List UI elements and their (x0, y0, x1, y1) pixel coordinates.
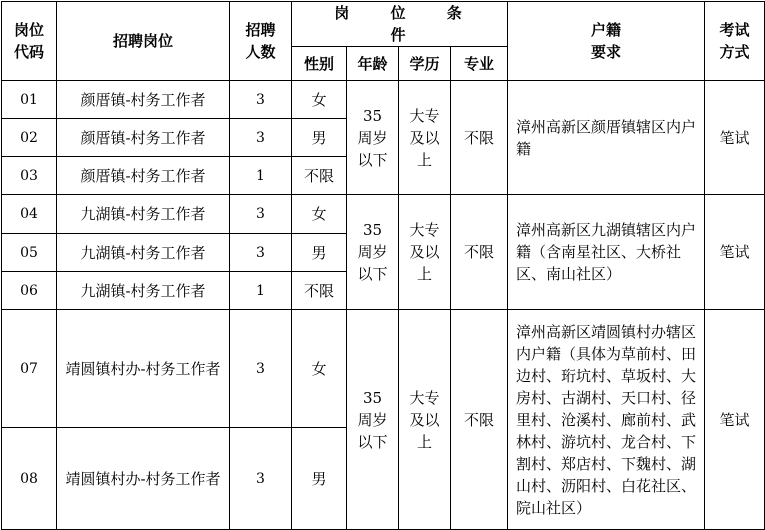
row-gender: 男 (292, 119, 347, 157)
row-gender: 男 (292, 234, 347, 272)
header-gender: 性别 (292, 47, 347, 81)
row-code: 04 (2, 195, 57, 234)
row-code: 06 (2, 272, 57, 310)
row-count: 3 (230, 81, 292, 119)
header-position: 招聘岗位 (57, 2, 230, 81)
group-hukou: 漳州高新区颜厝镇辖区内户籍 (508, 81, 705, 195)
row-gender: 男 (292, 428, 347, 530)
header-exam: 考试 方式 (705, 2, 765, 81)
header-count: 招聘 人数 (230, 2, 292, 81)
header-code: 岗位 代码 (2, 2, 57, 81)
row-count: 3 (230, 195, 292, 234)
group-education: 大专 及以 上 (399, 81, 451, 195)
header-major: 专业 (451, 47, 508, 81)
row-gender: 女 (292, 195, 347, 234)
row-position: 靖圆镇村办-村务工作者 (57, 428, 230, 530)
table-row (2, 81, 765, 119)
header-row-1 (2, 2, 765, 47)
row-count: 1 (230, 157, 292, 195)
row-count: 1 (230, 272, 292, 310)
row-code: 05 (2, 234, 57, 272)
group-education: 大专 及以 上 (399, 310, 451, 530)
header-hukou: 户籍 要求 (508, 2, 705, 81)
row-position: 九湖镇-村务工作者 (57, 195, 230, 234)
group-age: 35 周岁 以下 (347, 195, 399, 310)
header-education: 学历 (399, 47, 451, 81)
group-education: 大专 及以 上 (399, 195, 451, 310)
group-age: 35 周岁 以下 (347, 310, 399, 530)
row-code: 08 (2, 428, 57, 530)
row-count: 3 (230, 428, 292, 530)
group-hukou: 漳州高新区靖圆镇村办辖区内户籍（具体为草前村、田边村、珩坑村、草坂村、大房村、古湖村、天口村、径里村、沧溪村、廊前村、武林村、游坑村、龙合村、下割村、郑店村、下魏村、湖山村、沥阳村、白花社区、院山社区） (508, 310, 705, 530)
row-position: 颜厝镇-村务工作者 (57, 81, 230, 119)
group-major: 不限 (451, 310, 508, 530)
row-position: 颜厝镇-村务工作者 (57, 119, 230, 157)
group-age: 35 周岁 以下 (347, 81, 399, 195)
group-exam: 笔试 (705, 195, 765, 310)
row-gender: 不限 (292, 272, 347, 310)
group-major: 不限 (451, 81, 508, 195)
row-code: 02 (2, 119, 57, 157)
recruitment-table (1, 1, 765, 530)
row-code: 03 (2, 157, 57, 195)
row-count: 3 (230, 234, 292, 272)
group-exam: 笔试 (705, 81, 765, 195)
row-gender: 不限 (292, 157, 347, 195)
group-major: 不限 (451, 195, 508, 310)
row-code: 01 (2, 81, 57, 119)
table-row (2, 195, 765, 234)
row-code: 07 (2, 310, 57, 428)
header-conditions: 岗 位 条 件 (292, 2, 508, 47)
group-hukou: 漳州高新区九湖镇辖区内户籍（含南星社区、大桥社区、南山社区） (508, 195, 705, 310)
row-position: 靖圆镇村办-村务工作者 (57, 310, 230, 428)
row-position: 九湖镇-村务工作者 (57, 272, 230, 310)
row-position: 九湖镇-村务工作者 (57, 234, 230, 272)
header-age: 年龄 (347, 47, 399, 81)
row-count: 3 (230, 119, 292, 157)
table-row (2, 310, 765, 428)
row-gender: 女 (292, 81, 347, 119)
row-gender: 女 (292, 310, 347, 428)
row-position: 颜厝镇-村务工作者 (57, 157, 230, 195)
group-exam: 笔试 (705, 310, 765, 530)
row-count: 3 (230, 310, 292, 428)
